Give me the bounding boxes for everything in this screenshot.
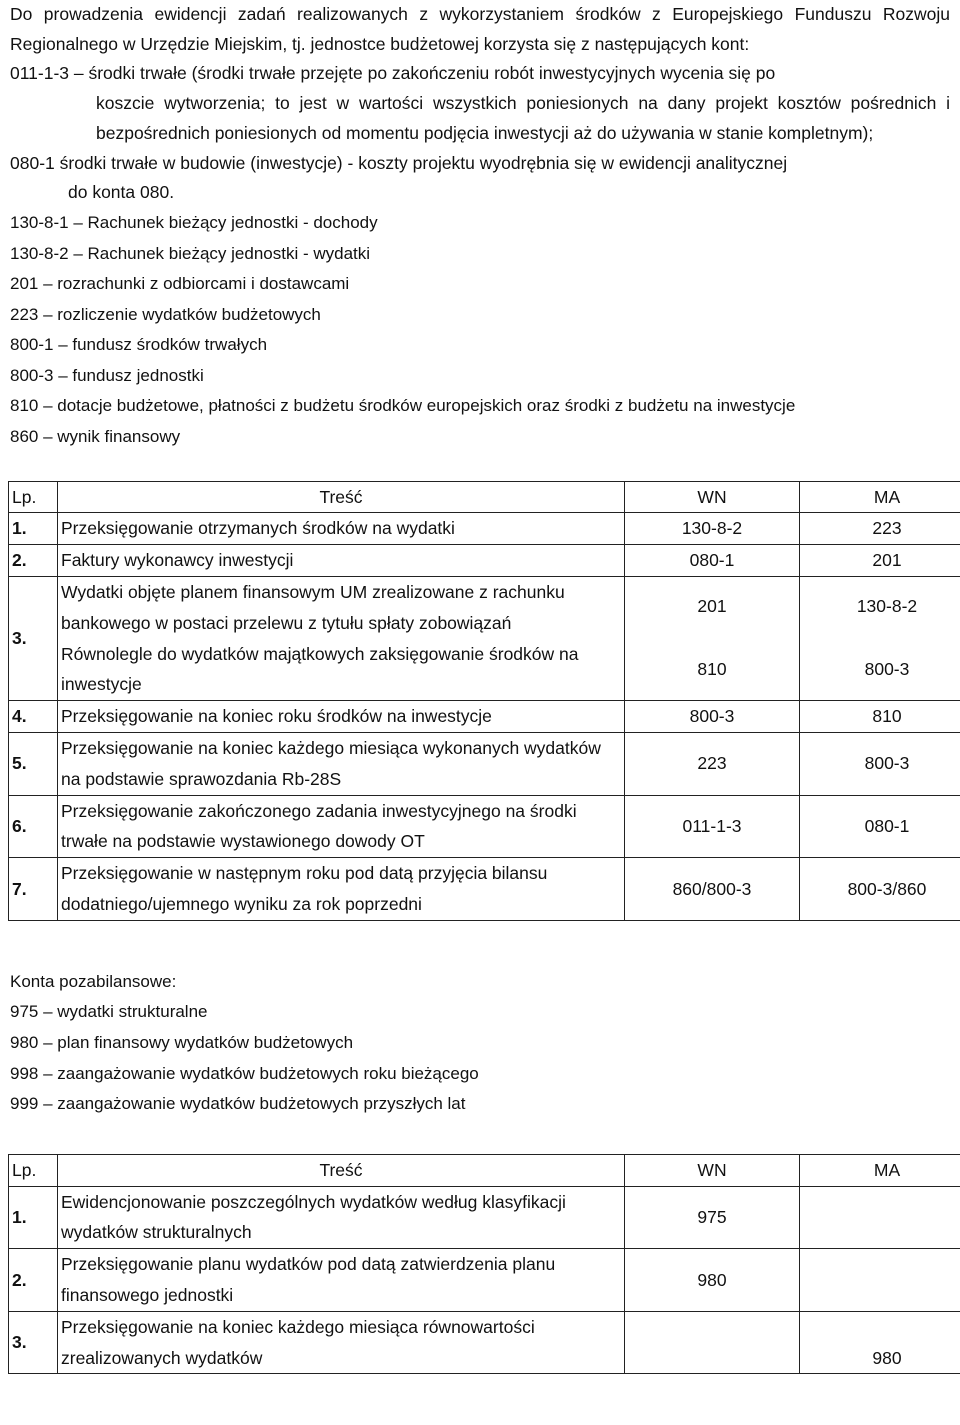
cell-wn: 860/800-3 bbox=[625, 858, 800, 921]
cell-wn-part-b: 810 bbox=[697, 658, 727, 679]
cell-tresc: Ewidencjonowanie poszczególnych wydatków według klasyfikacji wydatków strukturalnych bbox=[58, 1186, 625, 1249]
cell-tresc: Faktury wykonawcy inwestycji bbox=[58, 545, 625, 577]
table-row bbox=[9, 733, 960, 796]
cell-tresc: Przeksięgowanie w następnym roku pod datą przyjęcia bilansu dodatniego/ujemnego wyniku za rok poprzedni bbox=[58, 858, 625, 921]
cell-tresc: Przeksięgowanie otrzymanych środków na wydatki bbox=[58, 513, 625, 545]
account-080-1-lead: 080-1 środki trwałe w budowie (inwestycje) - koszty projektu wyodrębnia się w ewidencji analitycznej bbox=[10, 152, 788, 173]
cell-lp: 2. bbox=[9, 1249, 58, 1312]
cell-wn: 130-8-2 bbox=[625, 513, 800, 545]
cell-tresc: Przeksięgowanie na koniec każdego miesiąca równowartości zrealizowanych wydatków bbox=[58, 1311, 625, 1374]
cell-ma-part-b: 800-3 bbox=[864, 658, 910, 679]
postings-table bbox=[8, 481, 960, 921]
header-wn: WN bbox=[625, 481, 800, 513]
table-row bbox=[9, 577, 960, 701]
table-row bbox=[9, 795, 960, 858]
header-ma: MA bbox=[800, 481, 960, 513]
account-080-1-continuation: do konta 080. bbox=[68, 182, 175, 203]
table-row bbox=[9, 1249, 960, 1312]
intro-paragraph: Do prowadzenia ewidencji zadań realizowanych z wykorzystaniem środków z Europejskiego Funduszu Rozwoju Regionalnego w Urzędzie Miejskim, tj. jednostce budżetowej korzysta się z następujących kont: bbox=[10, 4, 950, 54]
section-title: Konta pozabilansowe: bbox=[10, 971, 177, 991]
account-011-1-3-description bbox=[10, 59, 950, 148]
account-011-1-3-lead: 011-1-3 – środki trwałe (środki trwałe przejęte po zakończeniu robót inwestycyjnych wycenia się po bbox=[10, 63, 776, 84]
cell-lp: 1. bbox=[9, 513, 58, 545]
table-row bbox=[9, 545, 960, 577]
cell-wn bbox=[625, 577, 800, 701]
table-row bbox=[9, 858, 960, 921]
cell-lp: 6. bbox=[9, 795, 58, 858]
cell-ma: 080-1 bbox=[800, 795, 960, 858]
cell-wn-part-a: 201 bbox=[697, 595, 727, 616]
list-item: 223 – rozliczenie wydatków budżetowych bbox=[10, 304, 321, 324]
cell-lp: 7. bbox=[9, 858, 58, 921]
cell-lp: 3. bbox=[9, 1311, 58, 1374]
cell-ma: 980 bbox=[800, 1311, 960, 1374]
header-lp: Lp. bbox=[9, 481, 58, 513]
cell-ma: 800-3/860 bbox=[800, 858, 960, 921]
off-balance-table bbox=[8, 1154, 960, 1375]
cell-tresc-part-a: Wydatki objęte planem finansowym UM zrealizowane z rachunku bankowego w postaci przelewu z tytułu spłaty zobowiązań bbox=[61, 582, 565, 633]
account-011-1-3-continuation: koszcie wytworzenia; to jest w wartości wszystkich poniesionych na dany projekt kosztów pośrednich i bezpośrednich poniesionych od momentu podjęcia inwestycji aż do używania w stanie kompletnym); bbox=[96, 93, 950, 143]
list-item: 130-8-1 – Rachunek bieżący jednostki - dochody bbox=[10, 212, 378, 232]
account-080-1-description bbox=[10, 149, 950, 208]
off-balance-section bbox=[10, 967, 950, 1120]
list-item: 201 – rozrachunki z odbiorcami i dostawcami bbox=[10, 274, 350, 294]
cell-tresc: Przeksięgowanie planu wydatków pod datą zatwierdzenia planu finansowego jednostki bbox=[58, 1249, 625, 1312]
cell-ma: 201 bbox=[800, 545, 960, 577]
list-item: 800-1 – fundusz środków trwałych bbox=[10, 335, 268, 355]
header-wn: WN bbox=[625, 1154, 800, 1186]
cell-ma: 810 bbox=[800, 701, 960, 733]
cell-wn: 975 bbox=[625, 1186, 800, 1249]
table-row bbox=[9, 701, 960, 733]
cell-ma-part-a: 130-8-2 bbox=[856, 595, 918, 616]
table-row bbox=[9, 513, 960, 545]
cell-ma: 223 bbox=[800, 513, 960, 545]
cell-tresc: Przeksięgowanie na koniec roku środków na inwestycje bbox=[58, 701, 625, 733]
list-item: 130-8-2 – Rachunek bieżący jednostki - wydatki bbox=[10, 243, 371, 263]
list-item: 980 – plan finansowy wydatków budżetowych bbox=[10, 1033, 354, 1053]
cell-ma bbox=[800, 1249, 960, 1312]
header-tresc: Treść bbox=[58, 1154, 625, 1186]
cell-tresc: Przeksięgowanie na koniec każdego miesiąca wykonanych wydatków na podstawie sprawozdania Rb-28S bbox=[58, 733, 625, 796]
account-list bbox=[10, 208, 950, 453]
header-tresc: Treść bbox=[58, 481, 625, 513]
cell-lp: 4. bbox=[9, 701, 58, 733]
table-header-row bbox=[9, 1154, 960, 1186]
cell-lp: 5. bbox=[9, 733, 58, 796]
cell-wn: 800-3 bbox=[625, 701, 800, 733]
list-item: 999 – zaangażowanie wydatków budżetowych przyszłych lat bbox=[10, 1094, 466, 1114]
cell-wn bbox=[625, 1311, 800, 1374]
list-item: 810 – dotacje budżetowe, płatności z budżetu środków europejskich oraz środki z budżetu na inwestycje bbox=[10, 396, 796, 416]
table-row bbox=[9, 1186, 960, 1249]
cell-wn: 980 bbox=[625, 1249, 800, 1312]
cell-tresc: Przeksięgowanie zakończonego zadania inwestycyjnego na środki trwałe na podstawie wystawionego dowody OT bbox=[58, 795, 625, 858]
cell-tresc-part-b: Równolegle do wydatków majątkowych zaksięgowanie środków na inwestycje bbox=[61, 643, 579, 695]
cell-wn: 011-1-3 bbox=[625, 795, 800, 858]
cell-ma bbox=[800, 1186, 960, 1249]
intro-section bbox=[10, 0, 950, 208]
cell-lp: 2. bbox=[9, 545, 58, 577]
header-lp: Lp. bbox=[9, 1154, 58, 1186]
list-item: 800-3 – fundusz jednostki bbox=[10, 365, 204, 385]
cell-wn: 223 bbox=[625, 733, 800, 796]
list-item: 860 – wynik finansowy bbox=[10, 427, 181, 447]
cell-lp: 3. bbox=[9, 577, 58, 701]
table-row bbox=[9, 1311, 960, 1374]
list-item: 975 – wydatki strukturalne bbox=[10, 1002, 208, 1022]
cell-wn: 080-1 bbox=[625, 545, 800, 577]
header-ma: MA bbox=[800, 1154, 960, 1186]
table-header-row bbox=[9, 481, 960, 513]
cell-tresc bbox=[58, 577, 625, 701]
list-item: 998 – zaangażowanie wydatków budżetowych roku bieżącego bbox=[10, 1063, 479, 1083]
cell-ma bbox=[800, 577, 960, 701]
cell-ma: 800-3 bbox=[800, 733, 960, 796]
cell-lp: 1. bbox=[9, 1186, 58, 1249]
